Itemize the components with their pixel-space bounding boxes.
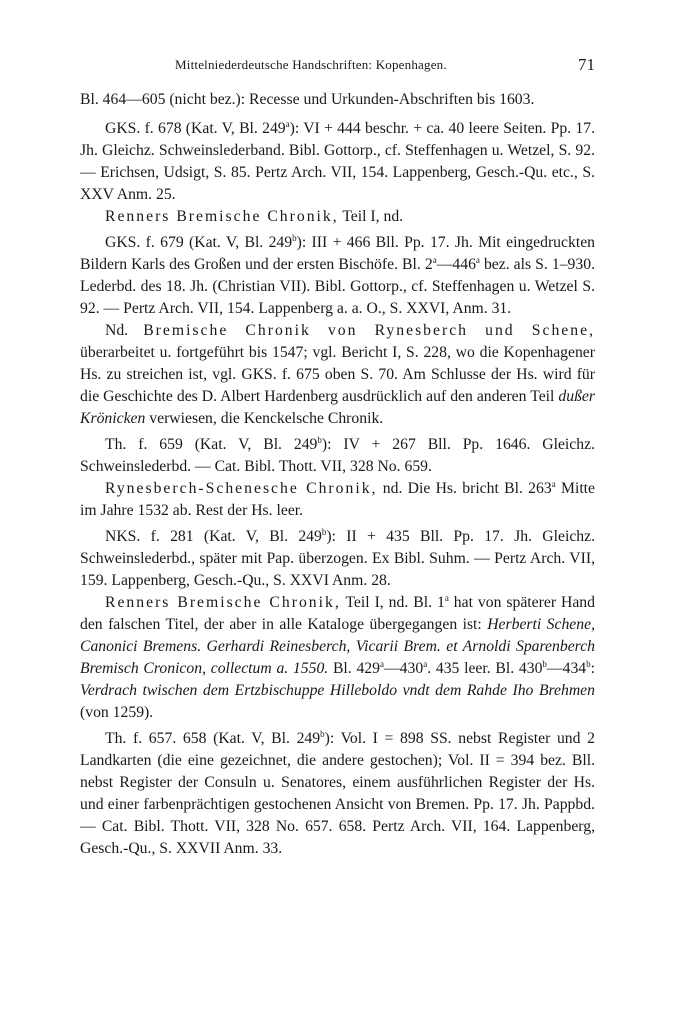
superscript: b xyxy=(586,658,591,669)
entry-description xyxy=(80,118,595,206)
superscript: a xyxy=(285,118,290,129)
entry-content-note xyxy=(80,320,595,430)
entry-bl-464 xyxy=(80,89,595,111)
entry-text: Mitte im Jahre 1532 ab. Rest der Hs. leer. xyxy=(80,480,595,519)
page-body xyxy=(80,89,595,867)
superscript: b xyxy=(292,232,297,243)
entry-text: Nd. xyxy=(105,322,144,339)
running-title: Mittelniederdeutsche Handschriften: Kopenhagen. xyxy=(175,57,447,72)
entry-text: —434 xyxy=(546,660,587,677)
entry-text: Bl. 429 xyxy=(328,660,380,677)
italic-quote: Herberti Schene, Canonici Bremens. Gerhardi Reinesberch, Vicarii Brem. et Arnoldi Sparenberch Bremisch Cronicon, collectum a. 1550. xyxy=(80,616,595,677)
entry-text: ): III + 466 Bll. Pp. 17. Jh. Mit eingedruckten Bildern Karls des Großen und der ersten Bischöfe. Bl. 2 xyxy=(80,234,595,273)
superscript: b xyxy=(320,728,325,739)
work-title: Renners Bremische Chronik, xyxy=(105,594,341,611)
superscript: a xyxy=(379,658,384,669)
entry-text: . 435 leer. Bl. 430 xyxy=(427,660,543,677)
entry-text: verwiesen, die Kenckelsche Chronik. xyxy=(145,410,384,427)
work-title: Renners Bremische Chronik, xyxy=(105,208,339,225)
italic-quote: dußer Krönicken xyxy=(80,388,595,427)
entry-text: GKS. f. 679 (Kat. V, Bl. 249 xyxy=(105,234,293,251)
entry-description xyxy=(80,526,595,592)
entry-text: GKS. f. 678 (Kat. V, Bl. 249 xyxy=(105,120,286,137)
entry-text: (von 1259). xyxy=(80,704,154,721)
entry-content-note xyxy=(80,206,595,228)
entry-content-note xyxy=(80,592,595,724)
entry-description xyxy=(80,232,595,320)
superscript: b xyxy=(321,526,327,537)
entry-text: Th. f. 659 (Kat. V, Bl. 249 xyxy=(105,436,318,453)
entry-text: —446 xyxy=(436,256,476,273)
work-title: Rynesberch-Schenesche Chronik, xyxy=(105,480,378,497)
entry-text: ): II + 435 Bll. Pp. 17. Jh. Gleichz. Schweinslederbd., später mit Pap. überzogen. Ex Bibl. Suhm. — Pertz Arch. VII, 159. Lappenberg, Gesch.-Qu., S. XXVI Anm. 28. xyxy=(80,528,596,589)
superscript: a xyxy=(444,592,449,603)
italic-quote: Verdrach twischen dem Ertzbischuppe Hilleboldo vndt dem Rahde Iho Brehmen xyxy=(80,682,595,699)
superscript: a xyxy=(551,478,556,489)
entry-text: bez. als S. 1–930. Lederbd. des 18. Jh. (Christian VII). Bibl. Gottorp., cf. Steffenhagen u. Wetzel S. 92. — Pertz Arch. VII, 154. Lappenberg a. a. O., S. XXVI, Anm. 31. xyxy=(80,256,595,317)
entry-description xyxy=(80,728,595,860)
entry-description xyxy=(80,434,595,478)
entry-gks-678 xyxy=(80,118,595,228)
entry-text: überarbeitet u. fortgeführt bis 1547; vgl. Bericht I, S. 228, wo die Kopenhagener Hs. zu streichen ist, vgl. GKS. f. 675 oben S. 70. Am Schlusse der Hs. wird für die Geschichte des D. Albert Hardenberg ausdrücklich auf den anderen Teil xyxy=(80,344,595,405)
entry-text: nd. Die Hs. bricht Bl. 263 xyxy=(377,480,552,497)
entry-text: Teil I, nd. xyxy=(338,208,404,225)
entry-content-note xyxy=(80,478,595,522)
entry-th-659 xyxy=(80,434,595,522)
superscript: b xyxy=(542,658,547,669)
superscript: a xyxy=(475,254,480,265)
entry-nks-281 xyxy=(80,526,595,724)
superscript: a xyxy=(432,254,437,265)
entry-gks-679 xyxy=(80,232,595,430)
superscript: b xyxy=(317,434,322,445)
work-title: Bremische Chronik von Rynesberch und Schene, xyxy=(143,322,595,339)
entry-text: Th. f. 657. 658 (Kat. V, Bl. 249 xyxy=(105,730,321,747)
superscript: a xyxy=(423,658,428,669)
entry-text: Teil I, nd. Bl. 1 xyxy=(340,594,445,611)
entry-text: —430 xyxy=(383,660,424,677)
page-header xyxy=(80,55,595,75)
entry-text: hat von späterer Hand den falschen Titel, der aber in alle Kataloge übergegangen ist: xyxy=(80,594,595,633)
entry-text: Bl. 464—605 (nicht bez.): Recesse und Urkunden-Abschriften bis 1603. xyxy=(80,91,535,108)
entry-text: : xyxy=(590,660,595,677)
entry-text: ): Vol. I = 898 SS. nebst Register und 2 Landkarten (die eine gezeichnet, die andere gestochen); Vol. II = 394 bez. Bll. nebst Register der Consuln u. Senatores, einem ausführlichen Register der Hs. und einer farbenprächtigen gestochenen Ansicht von Bremen. Pp. 17. Jh. Pappbd. — Cat. Bibl. Thott. VII, 328 No. 657. 658. Pertz Arch. VII, 164. Lappenberg, Gesch.-Qu., S. XXVII Anm. 33. xyxy=(80,730,595,857)
entry-text: NKS. f. 281 (Kat. V, Bl. 249 xyxy=(105,528,322,545)
entry-th-657-658 xyxy=(80,728,595,860)
entry-text: ): IV + 267 Bll. Pp. 1646. Gleichz. Schweinslederbd. — Cat. Bibl. Thott. VII, 328 No. 659. xyxy=(80,436,595,475)
entry-text: ): VI + 444 beschr. + ca. 40 leere Seiten. Pp. 17. Jh. Gleichz. Schweinslederband. Bibl. Gottorp., cf. Steffenhagen u. Wetzel, S. 92. — Erichsen, Udsigt, S. 85. Pertz Arch. VII, 154. Lappenberg, Gesch.-Qu. etc., S. XXV Anm. 25. xyxy=(80,120,595,203)
page-number: 71 xyxy=(578,55,595,74)
